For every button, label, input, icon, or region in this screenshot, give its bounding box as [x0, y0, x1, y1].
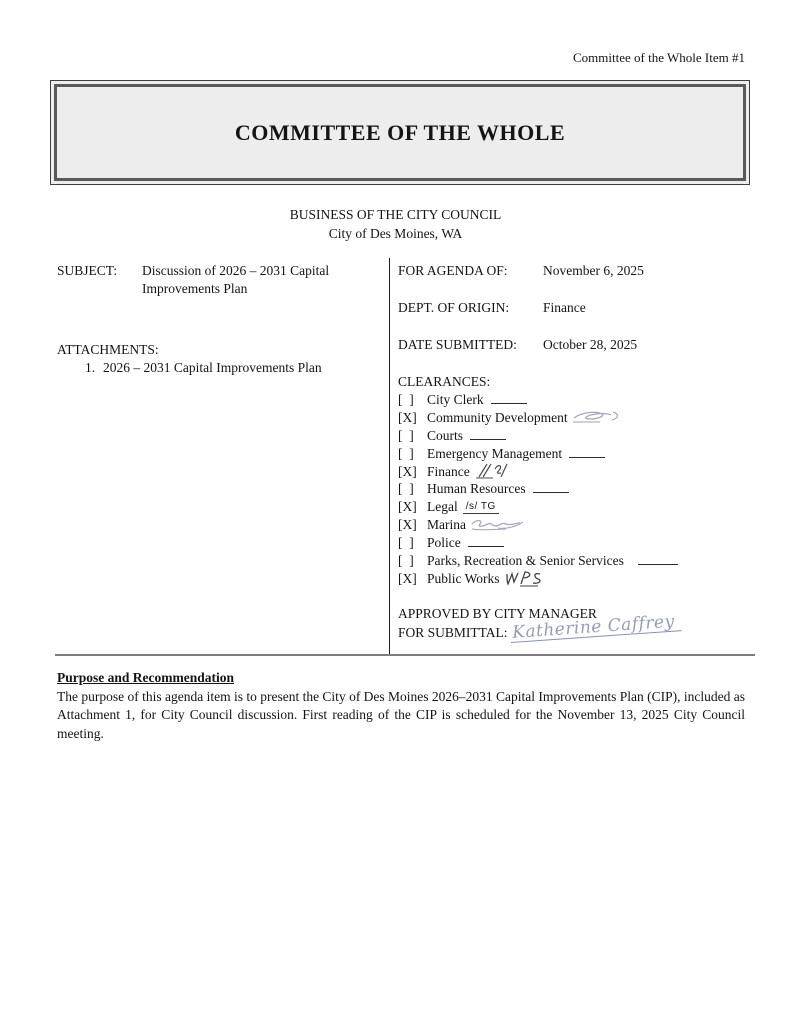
approved-line1: APPROVED BY CITY MANAGER: [398, 605, 597, 621]
clearance-row-human-resources: [398, 480, 756, 498]
section-divider-line: [55, 654, 755, 656]
agenda-of-row: [398, 262, 756, 280]
document-title: COMMITTEE OF THE WHOLE: [234, 119, 566, 145]
org-block: [0, 205, 791, 243]
clearance-label: Marina: [427, 517, 466, 533]
purpose-heading: Purpose and Recommendation: [57, 670, 235, 685]
title-box-inner: [54, 84, 746, 181]
clearance-row-community-development: [398, 409, 756, 427]
clearance-label: City Clerk: [427, 392, 484, 407]
corner-label: Committee of the Whole Item #1: [573, 50, 745, 65]
attachment-text: 2026 – 2031 Capital Improvements Plan: [103, 360, 322, 375]
attachments-label: ATTACHMENTS:: [57, 342, 159, 357]
agenda-of-label: FOR AGENDA OF:: [398, 263, 508, 278]
date-submitted-label: DATE SUBMITTED:: [398, 337, 517, 352]
clearance-row-courts: [398, 427, 756, 445]
signature-blank-line: [468, 534, 504, 547]
checkbox-courts: [ ]: [398, 427, 414, 443]
left-column: [57, 262, 382, 377]
checkbox-city-clerk: [ ]: [398, 392, 414, 407]
checkbox-legal: [X]: [398, 499, 417, 515]
clearance-label: Emergency Management: [427, 445, 563, 461]
right-column: [398, 262, 756, 642]
purpose-section: [57, 668, 745, 743]
signature-blank-line: [638, 552, 678, 565]
dept-origin-row: [398, 299, 756, 317]
clearance-label: Police: [427, 535, 461, 551]
checkbox-marina: [X]: [398, 517, 417, 533]
clearance-label: Legal: [427, 499, 458, 515]
clearance-label: Parks, Recreation & Senior Services: [427, 553, 624, 569]
signature-community-development-scribble: [572, 409, 622, 427]
signature-blank-line: [470, 427, 506, 440]
column-divider-line: [389, 258, 390, 655]
signature-blank-line: [533, 480, 569, 493]
clearance-label: Finance: [427, 463, 470, 479]
checkbox-community-development: [X]: [398, 409, 417, 425]
purpose-paragraph: The purpose of this agenda item is to present the City of Des Moines 2026–2031 Capital Improvements Plan (CIP), included as Attachment 1, for City Council discussion. First reading of the CIP is scheduled for the November 13, 2025 City Council meeting.: [57, 689, 746, 741]
signature-finance-scribble: [474, 461, 514, 481]
dept-origin-value: Finance: [543, 300, 586, 315]
clearance-label: Human Resources: [427, 481, 526, 497]
clearance-row-city-clerk: [398, 391, 756, 409]
signature-blank-line: [569, 445, 605, 458]
agenda-of-value: November 6, 2025: [543, 263, 644, 278]
subject-row: [57, 262, 382, 298]
title-box: [50, 80, 750, 185]
dept-origin-label: DEPT. OF ORIGIN:: [398, 300, 510, 315]
checkbox-finance: [X]: [398, 463, 417, 479]
clearance-label: Community Development: [427, 409, 568, 425]
signature-city-manager: Katherine Caffrey: [509, 612, 681, 643]
signature-public-works-scribble: [504, 569, 548, 588]
business-line: BUSINESS OF THE CITY COUNCIL: [289, 207, 502, 222]
clearance-row-police: [398, 534, 756, 552]
clearance-label: Public Works: [427, 570, 500, 586]
clearance-row-parks: [398, 552, 756, 570]
attachment-item: [57, 359, 382, 377]
approved-line2: FOR SUBMITTAL:: [398, 624, 508, 640]
subject-value: Discussion of 2026 – 2031 Capital Improvements Plan: [142, 263, 330, 296]
subject-label: SUBJECT:: [57, 263, 118, 278]
checkbox-parks: [ ]: [398, 553, 414, 569]
clearance-row-finance: [398, 463, 756, 481]
signature-blank-line: [491, 391, 527, 404]
date-submitted-value: October 28, 2025: [543, 337, 638, 352]
checkbox-public-works: [X]: [398, 570, 417, 586]
clearance-label: Courts: [427, 427, 464, 443]
date-submitted-row: [398, 336, 756, 354]
clearance-row-emergency-management: [398, 445, 756, 463]
clearance-row-legal: [398, 498, 756, 516]
signature-legal-text: /s/ TG: [463, 501, 499, 514]
clearances-heading: CLEARANCES:: [398, 374, 491, 389]
clearance-row-marina: [398, 516, 756, 534]
checkbox-police: [ ]: [398, 535, 414, 551]
city-line: City of Des Moines, WA: [328, 226, 463, 241]
signature-marina-scribble: [470, 516, 526, 534]
attachment-number: 1.: [85, 360, 96, 375]
checkbox-emergency-management: [ ]: [398, 445, 414, 461]
checkbox-human-resources: [ ]: [398, 481, 414, 497]
approved-block: [398, 605, 756, 642]
clearance-row-public-works: [398, 570, 756, 588]
